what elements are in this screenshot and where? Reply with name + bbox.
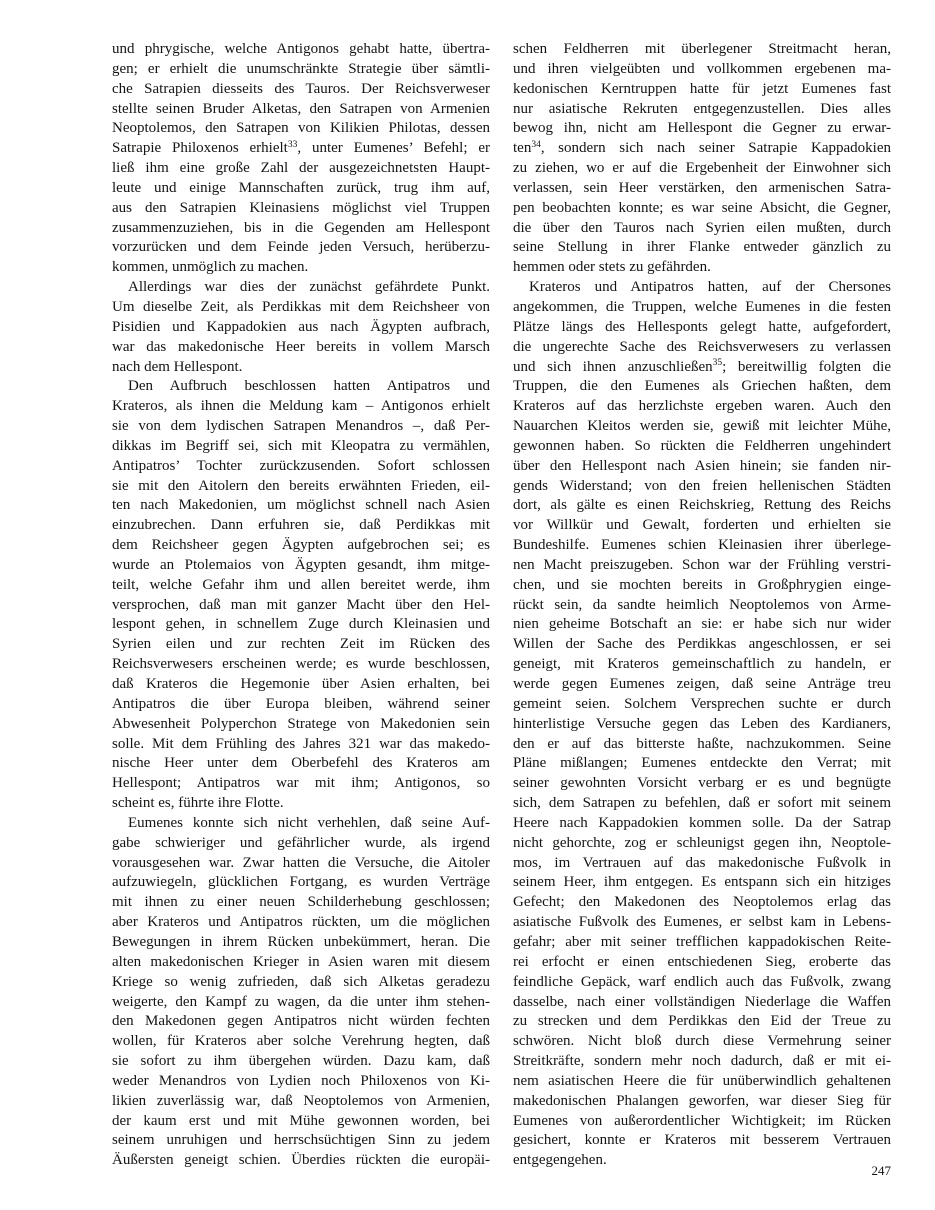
text-line: Nauarchen Kleitos werden sie, gewiß mit leichter Mühe, (513, 418, 891, 435)
paragraph (513, 278, 891, 1171)
text-line: vor Willkür und Gewalt, forderten und erhielten sie (513, 517, 891, 534)
text-line: vorausgesehen war. Zwar hatten die Versuche, die Aitoler (112, 854, 490, 871)
text-line: Gefecht; den Makedonen des Neoptolemos erlag das (513, 894, 891, 911)
text-line: asiatische Fußvolk des Eumenes, er selbst kam in Lebens- (513, 914, 891, 931)
text-line: versprochen, daß man mit ganzer Macht über den Hel- (112, 596, 490, 613)
text-line: zu strecken und dem Perdikkas den Eid der Treue zu (513, 1013, 891, 1030)
text-line: Um dieselbe Zeit, als Perdikkas mit dem Reichsheer von (112, 298, 490, 315)
text-line: schwören. Nicht bloß durch diese Vermehrung seiner (513, 1033, 891, 1050)
text-line: verlassen, sein Heer verstärken, den armenischen Satra- (513, 179, 891, 196)
text-line: Eumenes konnte sich nicht verhehlen, daß seine Auf- (128, 814, 490, 831)
text-line: Allerdings war dies der zunächst gefährdete Punkt. (128, 279, 490, 296)
text-line: Satrapie Philoxenos erhielt$^{33}$, unter Eumenes’ Befehl; er (112, 139, 490, 157)
text-line: kommen, unmöglich zu machen. (112, 259, 309, 276)
text-line: und ihren vielgeübten und vollkommen ergebenen ma- (513, 60, 891, 77)
text-line: Truppen, die den Eumenes als Griechen haßten, dem (513, 378, 891, 395)
text-line: nicht gehorchte, zog er schleunigst gegen ihn, Neoptole- (513, 834, 891, 851)
text-line: über den Hellespont nach Asien hinein; sie fanden nir- (513, 457, 891, 474)
text-line: weder Menandros von Lydien noch Philoxenos von Ki- (112, 1072, 490, 1089)
text-line: gen; er erhielt die unumschränkte Strategie über sämtli- (112, 60, 490, 77)
text-line: Plätze längs des Hellesponts gelegt hatte, aufgefordert, (513, 318, 891, 335)
text-line: dikkas im Begriff sei, sich mit Kleopatra zu vermählen, (112, 437, 490, 454)
text-line: entgegengehen. (513, 1152, 607, 1169)
text-line: aus den Satrapien Kleinasiens möglichst viel Truppen (112, 199, 490, 216)
text-column-left (112, 40, 490, 1171)
text-line: nische Heer unter dem Oberbefehl des Krateros am (112, 755, 490, 772)
text-line: Heere nach Kappadokien kommen solle. Da der Satrap (513, 814, 891, 831)
text-line: nem asiatischen Heere die für unüberwindlich gehaltenen (513, 1072, 891, 1089)
text-line: solle. Mit dem Frühling des Jahres 321 war das makedo- (112, 735, 490, 752)
text-line: chen, und sie mochten bereits in Großphrygien einge- (513, 576, 891, 593)
text-line: der kaum erst und mit Mühe gewonnen worden, bei (112, 1112, 490, 1129)
paragraph (112, 40, 490, 278)
paragraph (112, 278, 490, 377)
text-line: daß Krateros die Hegemonie über Asien erhalten, bei (112, 676, 490, 692)
text-line: schen Feldherren mit überlegener Streitmacht heran, (513, 41, 891, 57)
text-line: rei erfocht er einen entschiedenen Sieg, eroberte das (513, 953, 891, 970)
text-line: gabe schwieriger und gefährlicher wurde, als irgend (112, 834, 490, 851)
text-line: Bundeshilfe. Eumenes schien Kleinasien ihrer überlege- (513, 537, 891, 554)
text-line: Hellespont; Antipatros war mit ihm; Antigonos, so (112, 775, 490, 792)
text-line: Reichsverwesers erscheinen werde; es wurde beschlossen, (112, 656, 490, 673)
text-line: gends Widerstand; von den freien hellenischen Städten (513, 477, 891, 494)
text-line: Krateros auf das herzlichste ergeben waren. Auch den (513, 398, 891, 415)
paragraph (112, 377, 490, 814)
text-line: dem Reichsheer gegen Ägypten aufgebrochen sei; es (112, 537, 490, 554)
text-line: zu ziehen, wo er auf die Ergebenheit der Einwohner sich (513, 160, 891, 177)
text-line: geneigt, mit Krateros gemeinschaftlich zu handeln, er (513, 656, 891, 673)
text-line: vorzurücken und dem Feinde jeden Versuch, herüberzu- (112, 239, 490, 256)
text-line: seinem Heer, ihm entgegen. Es entspann sich ein hitziges (513, 874, 891, 891)
text-line: dort, als gälte es einen Reichskrieg, Rettung des Reichs (513, 497, 891, 514)
text-line: makedonischen Phalangen geworfen, war dieser Sieg für (513, 1092, 891, 1109)
text-line: scheint es, führte ihre Flotte. (112, 795, 284, 812)
text-line: sie sofort zu ihm übergehen würden. Dazu kam, daß (112, 1053, 490, 1070)
text-line: die über den Tauros nach Syrien eilen mußten, durch (513, 219, 891, 236)
text-line: angekommen, die Truppen, welche Eumenes in die festen (513, 298, 891, 315)
text-line: und phrygische, welche Antigonos gehabt hatte, übertra- (112, 41, 490, 57)
text-line: Abwesenheit Polyperchon Stratege von Makedonien sein (112, 715, 490, 732)
text-line: den er auf das bitterste haßte, nachzukommen. Seine (513, 735, 891, 752)
text-line: nen Macht preiszugeben. Schon war der Frühling verstri- (513, 556, 891, 573)
text-line: gewonnen haben. So rückten die Feldherren ungehindert (513, 437, 891, 454)
text-line: gemeint seien. Solchem Versprechen suchte er durch (513, 695, 891, 712)
text-line: hemmen oder stets zu gefährden. (513, 259, 711, 276)
text-line: rückt sein, da sandte heimlich Neoptolemos von Arme- (513, 596, 891, 613)
text-line: weigerte, den Kampf zu wagen, da die unter ihm stehen- (112, 993, 490, 1010)
text-line: Antipatros die über Europa bleiben, während seiner (112, 695, 490, 712)
text-line: zusammenzuziehen, bis in die Gegenden am Hellespont (112, 219, 490, 236)
page-number: 247 (871, 1163, 891, 1178)
text-line: den Makedonen gegen Antipatros nicht würden fechten (112, 1013, 490, 1030)
text-line: sich, dem Satrapen zu befehlen, daß er sofort mit seinem (513, 795, 891, 812)
text-line: teilt, welche Gefahr ihm und allen bereitet werde, ihm (112, 576, 490, 593)
text-line: Streitkräfte, sondern mehr noch dadurch, daß er mit ei- (513, 1053, 891, 1070)
text-line: Syrien eilen und zur rechten Zeit im Rücken des (112, 636, 490, 653)
text-line: ten nach Makedonien, um möglichst schnell nach Asien (112, 497, 490, 514)
text-line: lespont gehen, in schnellem Zuge durch Kleinasien und (112, 616, 490, 633)
footnote-marker: 33 (287, 139, 298, 150)
text-line: Krateros, als ihnen die Meldung kam – Antigonos erhielt (112, 398, 490, 415)
text-line: Pläne mißlangen; Eumenes entdeckte den Verrat; mit (513, 755, 891, 772)
text-line: che Satrapien diesseits des Tauros. Der Reichsverweser (112, 80, 490, 97)
text-line: stellte seinen Bruder Alketas, den Satrapen von Armenien (112, 100, 490, 117)
text-line: feindliche Gepäck, warf endlich auch das Fußvolk, zwang (513, 973, 891, 990)
text-line: wollen, für Krateros aber solche Verehrung hegten, daß (112, 1033, 490, 1050)
text-line: seinem unruhigen und herrschsüchtigen Sinn zu jedem (112, 1132, 490, 1149)
text-line: Neoptolemos, den Satrapen von Kilikien Philotas, dessen (112, 120, 490, 137)
text-line: seiner gewohnten Vorsicht verbarg er es und begnügte (513, 775, 891, 792)
text-line: einzubrechen. Dann erfuhren sie, daß Perdikkas mit (112, 517, 490, 534)
paragraph (513, 40, 891, 278)
text-line: ten$^{34}$, sondern sich nach seiner Satrapie Kappadokien (513, 139, 891, 157)
text-line: gesichert, konnte er Krateros mit besserem Vertrauen (513, 1132, 891, 1149)
text-line: war das makedonische Heer bereits in vollem Marsch (112, 338, 490, 355)
text-line: Kriege so wenig zufrieden, daß sich Alketas geradezu (112, 973, 490, 990)
text-line: aber Krateros und Antipatros rückten, um die möglichen (112, 914, 490, 931)
text-line: wurde an Ptolemaios von Ägypten gesandt, ihm mitge- (112, 556, 490, 573)
text-line: mit ihnen zu einer neuen Schilderhebung geschlossen; (112, 894, 490, 911)
text-line: sie mit den Aitolern den bereits erwähnten Frieden, eil- (112, 477, 490, 494)
text-line: alten makedonischen Krieger in Asien waren mit diesem (112, 953, 490, 970)
text-column-right (513, 40, 891, 1171)
text-line: mos, im Vertrauen auf das makedonische Fußvolk in (513, 854, 891, 871)
text-line: die ungerechte Sache des Reichsverwesers zu verlassen (513, 338, 891, 355)
footnote-marker: 35 (712, 358, 723, 368)
text-line: leute und einige Mannschaften zurück, trug ihm auf, (112, 179, 490, 196)
text-line: Äußersten geneigt schien. Überdies rückten die europäi- (112, 1152, 490, 1169)
footnote-marker: 34 (531, 139, 541, 150)
text-line: Krateros und Antipatros hatten, auf der Chersones (529, 279, 891, 296)
text-line: nur asiatische Rekruten entgegenzustellen. Dies alles (513, 100, 891, 117)
text-line: nach dem Hellespont. (112, 358, 243, 375)
text-line: pen beobachten konnte; es war seine Absicht, die Gegner, (513, 199, 891, 216)
text-line: bewog ihn, nicht am Hellespont die Gegner zu erwar- (513, 120, 891, 137)
text-line: gefahr; aber mit seiner trefflichen kappadokischen Reite- (513, 933, 891, 950)
text-line: Eumenes von außerordentlicher Wichtigkeit; im Rücken (513, 1112, 891, 1129)
text-line: Antipatros’ Tochter zurückzusenden. Sofort schlossen (112, 457, 490, 474)
text-line: Den Aufbruch beschlossen hatten Antipatros und (128, 378, 490, 395)
text-line: sie von dem lydischen Satrapen Menandros –, daß Per- (112, 418, 490, 435)
text-line: aufzuwiegeln, glücklichen Fortgang, es wurden Verträge (112, 874, 490, 891)
text-line: nien geheime Botschaft an sie: er habe sich nur wider (513, 616, 891, 633)
text-line: Bewegungen in ihrem Rücken unbekümmert, heran. Die (112, 933, 490, 950)
text-line: kedonischen Kerntruppen hatte für jetzt Eumenes fast (513, 80, 891, 97)
text-line: ließ ihm eine große Zahl der ausgezeichnetsten Haupt- (112, 160, 490, 177)
paragraph (112, 814, 490, 1171)
text-line: seine Stellung in ihrer Flanke entweder gänzlich zu (513, 239, 891, 256)
text-line: Willen der Sache des Perdikkas angeschlossen, er sei (513, 636, 891, 653)
text-line: werde gegen Eumenes zeigen, daß seine Anträge treu (513, 676, 891, 692)
text-line: dasselbe, nach einer vollständigen Niederlage die Waffen (513, 993, 891, 1010)
text-line: Pisidien und Kappadokien aus nach Ägypten aufbrach, (112, 318, 490, 335)
text-line: und sich ihnen anzuschließen$^{35}$; bereitwillig folgten die (513, 358, 891, 375)
text-line: likien zuverlässig war, daß Neoptolemos von Armenien, (112, 1092, 490, 1109)
text-line: hinterlistige Versuche gegen das Leben des Kardianers, (513, 715, 891, 732)
